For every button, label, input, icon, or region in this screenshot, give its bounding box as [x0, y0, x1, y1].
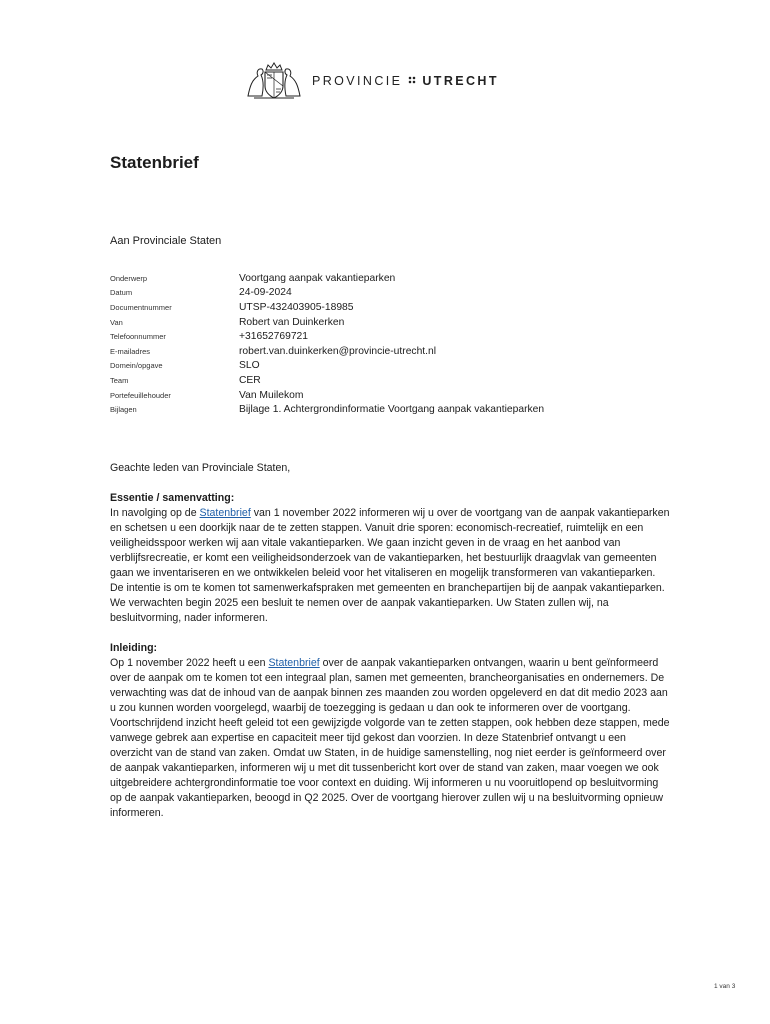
- meta-label: Van: [110, 317, 123, 327]
- greeting: Geachte leden van Provinciale Staten,: [110, 462, 291, 474]
- meta-value: 24-09-2024: [239, 287, 292, 299]
- meta-row: [110, 286, 544, 301]
- summary-heading: Essentie / samenvatting:: [110, 492, 235, 504]
- summary-paragraph: [110, 506, 670, 626]
- meta-label: Telefoonnummer: [110, 332, 166, 342]
- letter-body: [110, 461, 670, 836]
- meta-label: Portefeuillehouder: [110, 390, 171, 400]
- summary-text-start: In navolging op de: [110, 507, 200, 519]
- logo-name-part2: UTRECHT: [422, 74, 499, 88]
- meta-row: [110, 344, 544, 359]
- meta-value: Robert van Duinkerken: [239, 316, 345, 328]
- meta-value: Voortgang aanpak vakantieparken: [239, 272, 396, 284]
- statenbrief-link[interactable]: Statenbrief: [199, 507, 251, 519]
- meta-row: [110, 329, 544, 344]
- intro-text-start: Op 1 november 2022 heeft u een: [110, 657, 269, 669]
- meta-value: CER: [239, 374, 261, 386]
- statenbrief-link[interactable]: Statenbrief: [268, 657, 320, 669]
- meta-row: [110, 300, 544, 315]
- logo-name-part1: PROVINCIE: [312, 74, 403, 88]
- meta-label: E-mailadres: [110, 346, 151, 356]
- meta-label: Team: [110, 375, 129, 385]
- logo-wordmark: [312, 74, 499, 88]
- meta-value: +31652769721: [239, 331, 309, 343]
- meta-value: UTSP-432403905-18985: [239, 301, 354, 313]
- meta-value-email: robert.van.duinkerken@provincie-utrecht.nl: [239, 345, 437, 357]
- meta-row: [110, 388, 544, 403]
- logo-separator-icon: [408, 76, 416, 84]
- coat-of-arms-icon: [246, 62, 302, 100]
- meta-value: Van Muilekom: [239, 389, 304, 401]
- summary-section: [110, 491, 670, 626]
- meta-row: [110, 373, 544, 388]
- meta-row: [110, 359, 544, 374]
- document-title: Statenbrief: [110, 153, 199, 172]
- provincie-logo: [246, 62, 499, 100]
- metadata-table: [110, 271, 544, 417]
- intro-section: [110, 641, 670, 821]
- intro-text-rest: over de aanpak vakantieparken ontvangen, waarin u bent geïnformeerd over de aanpak om te komen tot een integraal plan, samen met gemeenten, brancheorganisaties en ondernemers. De verwachting was dat de inhoud van de aanpak binnen zes maanden zou worden opgeleverd en dat dit medio 2023 aan u zou kunnen worden voorgelegd, waarbij de toezegging is gedaan u dan ook te informeren over de voortgang. Voortschrijdend inzicht heeft geleid tot een gewijzigde volgorde van te zetten stappen, ook hebben deze stappen, mede vanwege gebrek aan expertise en capaciteit meer tijd gekost dan voorzien. In deze Statenbrief ontvangt u een overzicht van de stand van zaken. Omdat uw Staten, in de huidige samenstelling, nog niet eerder is geïnformeerd over de aanpak vakantieparken, informeren wij u met dit tussenbericht kort over de stand van zaken, maar voegen we ook uitgebreidere achtergrondinformatie toe voor context en duiding. Wij informeren u nu vooruitlopend op besluitvorming op de aanpak vakantieparken, beoogd in Q2 2025. Over de voortgang hierover zullen wij u na besluitvorming opnieuw informeren.: [110, 657, 670, 819]
- meta-label: Bijlagen: [110, 405, 137, 415]
- meta-label: Onderwerp: [110, 273, 148, 283]
- page-number: 1 van 3: [714, 983, 736, 990]
- summary-text-rest: van 1 november 2022 informeren wij u over de voortgang van de aanpak vakantieparken en schetsen u een doorkijk naar de te zetten stappen. Vanuit drie sporen: economisch-recreatief, ruimtelijk en een veiligheidsspoor werken wij aan vitale vakantieparken. We gaan inzicht geven in de vraag en het aanbod van verblijfsrecreatie, er komt een veiligheidsonderzoek van de vakantieparken, het bestuurlijk draagvlak van gemeenten gaan we inventariseren en we ontwikkelen beleid voor het vitaliseren en mogelijk transformeren van vakantieparken. De intentie is om te komen tot samenwerkafspraken met gemeenten en branchepartijen bij de aanpak vakantieparken. We verwachten begin 2025 een besluit te nemen over de aanpak vakantieparken. Uw Staten zullen wij, na besluitvorming, nader informeren.: [110, 507, 670, 624]
- meta-value: Bijlage 1. Achtergrondinformatie Voortgang aanpak vakantieparken: [239, 404, 545, 416]
- addressee: Aan Provinciale Staten: [110, 235, 222, 247]
- intro-paragraph: [110, 656, 670, 821]
- meta-label: Documentnummer: [110, 302, 172, 312]
- meta-label: Datum: [110, 288, 133, 298]
- meta-value: SLO: [239, 360, 260, 372]
- meta-row: [110, 271, 544, 286]
- meta-row: [110, 315, 544, 330]
- meta-row: [110, 402, 544, 417]
- intro-heading: Inleiding:: [110, 642, 158, 654]
- meta-label: Domein/opgave: [110, 361, 163, 371]
